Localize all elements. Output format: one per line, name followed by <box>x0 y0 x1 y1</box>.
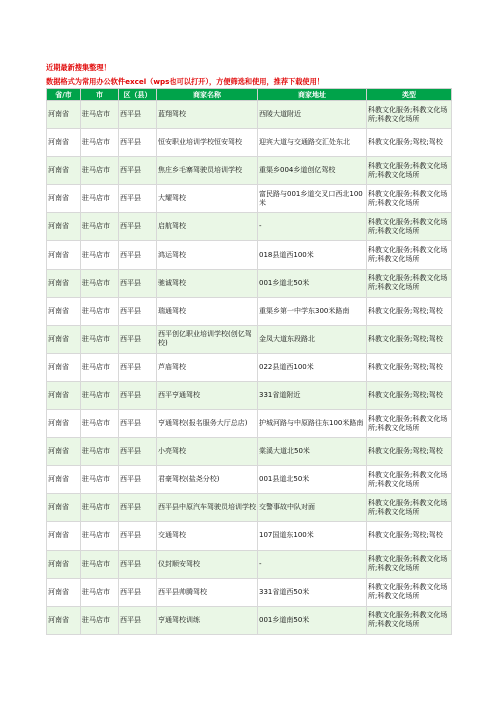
cell-district: 西平县 <box>119 550 157 578</box>
cell-merchant-name: 亨通驾校(报名服务大厅总店) <box>157 410 258 438</box>
cell-district: 西平县 <box>119 129 157 157</box>
cell-district: 西平县 <box>119 381 157 409</box>
header-city: 市 <box>81 89 119 101</box>
cell-type: 科教文化服务;科教文化场所;科教文化场所 <box>367 466 452 494</box>
cell-merchant-address: 富民路与001乡道交叉口西北100米 <box>258 185 367 213</box>
cell-district: 西平县 <box>119 325 157 353</box>
cell-province: 河南省 <box>47 522 81 550</box>
cell-type: 科教文化服务;科教文化场所;科教文化场所 <box>367 606 452 634</box>
cell-type: 科教文化服务;驾校;驾校 <box>367 129 452 157</box>
cell-district: 西平县 <box>119 466 157 494</box>
cell-merchant-address: 交警事故中队对面 <box>258 494 367 522</box>
table-header-row <box>47 89 452 101</box>
cell-city: 驻马店市 <box>81 325 119 353</box>
cell-type: 科教文化服务;科教文化场所;科教文化场所 <box>367 213 452 241</box>
cell-province: 河南省 <box>47 185 81 213</box>
cell-district: 西平县 <box>119 494 157 522</box>
table-row <box>47 241 452 269</box>
table-row <box>47 494 452 522</box>
header-merchant-address: 商家地址 <box>258 89 367 101</box>
cell-province: 河南省 <box>47 353 81 381</box>
cell-city: 驻马店市 <box>81 101 119 129</box>
cell-merchant-name: 蓝翔驾校 <box>157 101 258 129</box>
cell-merchant-name: 亨通驾校训练 <box>157 606 258 634</box>
cell-province: 河南省 <box>47 494 81 522</box>
table-row <box>47 157 452 185</box>
table-row <box>47 578 452 606</box>
table-body <box>47 101 452 635</box>
cell-city: 驻马店市 <box>81 353 119 381</box>
cell-merchant-name: 鸿运驾校 <box>157 241 258 269</box>
table-row <box>47 410 452 438</box>
cell-district: 西平县 <box>119 438 157 466</box>
cell-city: 驻马店市 <box>81 129 119 157</box>
cell-merchant-name: 恒安职业培训学校恒安驾校 <box>157 129 258 157</box>
cell-city: 驻马店市 <box>81 494 119 522</box>
cell-merchant-name: 交通驾校 <box>157 522 258 550</box>
table-row <box>47 297 452 325</box>
cell-city: 驻马店市 <box>81 213 119 241</box>
cell-merchant-address: 001县道北50米 <box>258 466 367 494</box>
header-province: 省/市 <box>47 89 81 101</box>
cell-merchant-address: 331省道附近 <box>258 381 367 409</box>
cell-type: 科教文化服务;科教文化场所;科教文化场所 <box>367 241 452 269</box>
cell-province: 河南省 <box>47 325 81 353</box>
cell-merchant-address: - <box>258 550 367 578</box>
cell-district: 西平县 <box>119 241 157 269</box>
cell-merchant-name: 西平县帅腾驾校 <box>157 578 258 606</box>
cell-province: 河南省 <box>47 466 81 494</box>
table-row <box>47 101 452 129</box>
cell-type: 科教文化服务;科教文化场所;科教文化场所 <box>367 101 452 129</box>
cell-province: 河南省 <box>47 606 81 634</box>
header-type: 类型 <box>367 89 452 101</box>
cell-city: 驻马店市 <box>81 438 119 466</box>
cell-district: 西平县 <box>119 185 157 213</box>
table-row <box>47 185 452 213</box>
cell-merchant-address: 331省道西50米 <box>258 578 367 606</box>
cell-type: 科教文化服务;科教文化场所;科教文化场所 <box>367 410 452 438</box>
cell-type: 科教文化服务;驾校;驾校 <box>367 522 452 550</box>
cell-province: 河南省 <box>47 381 81 409</box>
cell-merchant-name: 启航驾校 <box>157 213 258 241</box>
cell-type: 科教文化服务;驾校;驾校 <box>367 297 452 325</box>
cell-city: 驻马店市 <box>81 185 119 213</box>
cell-merchant-address: 棠溪大道北50米 <box>258 438 367 466</box>
table-row <box>47 438 452 466</box>
cell-merchant-name: 西平亨通驾校 <box>157 381 258 409</box>
table-row <box>47 522 452 550</box>
cell-district: 西平县 <box>119 522 157 550</box>
cell-merchant-name: 君豪驾校(盐尧分校) <box>157 466 258 494</box>
cell-type: 科教文化服务;科教文化场所;科教文化场所 <box>367 550 452 578</box>
cell-merchant-address: 护城河路与中原路往东100米路南 <box>258 410 367 438</box>
cell-province: 河南省 <box>47 438 81 466</box>
cell-province: 河南省 <box>47 550 81 578</box>
cell-type: 科教文化服务;科教文化场所;科教文化场所 <box>367 494 452 522</box>
cell-merchant-address: 022县道西100米 <box>258 353 367 381</box>
cell-city: 驻马店市 <box>81 522 119 550</box>
cell-city: 驻马店市 <box>81 550 119 578</box>
cell-city: 驻马店市 <box>81 241 119 269</box>
cell-merchant-address: 001乡道南50米 <box>258 606 367 634</box>
cell-city: 驻马店市 <box>81 381 119 409</box>
table-row <box>47 325 452 353</box>
cell-type: 科教文化服务;驾校;驾校 <box>367 353 452 381</box>
cell-city: 驻马店市 <box>81 157 119 185</box>
cell-merchant-name: 仪封顺安驾校 <box>157 550 258 578</box>
table-row <box>47 550 452 578</box>
cell-merchant-address: 迎宾大道与交通路交汇处东北 <box>258 129 367 157</box>
cell-province: 河南省 <box>47 157 81 185</box>
cell-city: 驻马店市 <box>81 410 119 438</box>
cell-merchant-name: 西平县中原汽车驾驶员培训学校 <box>157 494 258 522</box>
cell-merchant-address: 001乡道北50米 <box>258 269 367 297</box>
header-district: 区（县） <box>119 89 157 101</box>
cell-merchant-address: - <box>258 213 367 241</box>
cell-city: 驻马店市 <box>81 297 119 325</box>
cell-district: 西平县 <box>119 269 157 297</box>
cell-province: 河南省 <box>47 578 81 606</box>
table-row <box>47 213 452 241</box>
cell-merchant-address: 西陵大道附近 <box>258 101 367 129</box>
cell-merchant-name: 西平创亿职业培训学校(创亿驾校) <box>157 325 258 353</box>
cell-province: 河南省 <box>47 269 81 297</box>
cell-province: 河南省 <box>47 101 81 129</box>
cell-type: 科教文化服务;驾校;驾校 <box>367 438 452 466</box>
cell-district: 西平县 <box>119 213 157 241</box>
cell-province: 河南省 <box>47 129 81 157</box>
merchant-table <box>46 88 452 635</box>
cell-district: 西平县 <box>119 101 157 129</box>
table-row <box>47 606 452 634</box>
cell-district: 西平县 <box>119 297 157 325</box>
cell-merchant-name: 大耀驾校 <box>157 185 258 213</box>
cell-city: 驻马店市 <box>81 269 119 297</box>
cell-merchant-name: 瑞通驾校 <box>157 297 258 325</box>
cell-merchant-name: 芦庙驾校 <box>157 353 258 381</box>
table-row <box>47 381 452 409</box>
notice-line-1: 近期最新搜集整理！ <box>46 63 111 72</box>
cell-city: 驻马店市 <box>81 606 119 634</box>
cell-type: 科教文化服务;驾校;驾校 <box>367 381 452 409</box>
table-row <box>47 269 452 297</box>
cell-type: 科教文化服务;科教文化场所;科教文化场所 <box>367 269 452 297</box>
table-row <box>47 129 452 157</box>
cell-merchant-address: 018县道西100米 <box>258 241 367 269</box>
cell-merchant-address: 107国道东100米 <box>258 522 367 550</box>
cell-city: 驻马店市 <box>81 578 119 606</box>
header-merchant-name: 商家名称 <box>157 89 258 101</box>
cell-merchant-name: 小亮驾校 <box>157 438 258 466</box>
cell-province: 河南省 <box>47 213 81 241</box>
cell-merchant-name: 驰诚驾校 <box>157 269 258 297</box>
notice-line-2: 数据格式为常用办公软件excel（wps也可以打开），方便筛选和使用，推荐下载使用！ <box>46 77 324 86</box>
table-row <box>47 466 452 494</box>
cell-district: 西平县 <box>119 606 157 634</box>
cell-district: 西平县 <box>119 578 157 606</box>
cell-district: 西平县 <box>119 410 157 438</box>
cell-type: 科教文化服务;科教文化场所;科教文化场所 <box>367 578 452 606</box>
cell-merchant-address: 金凤大道东段路北 <box>258 325 367 353</box>
cell-province: 河南省 <box>47 241 81 269</box>
cell-type: 科教文化服务;科教文化场所;科教文化场所 <box>367 185 452 213</box>
table-row <box>47 353 452 381</box>
cell-type: 科教文化服务;科教文化场所;科教文化场所 <box>367 157 452 185</box>
cell-type: 科教文化服务;驾校;驾校 <box>367 325 452 353</box>
cell-district: 西平县 <box>119 157 157 185</box>
cell-province: 河南省 <box>47 297 81 325</box>
cell-city: 驻马店市 <box>81 466 119 494</box>
cell-merchant-name: 焦庄乡毛寨驾驶员培训学校 <box>157 157 258 185</box>
cell-merchant-address: 重渠乡004乡道创亿驾校 <box>258 157 367 185</box>
cell-province: 河南省 <box>47 410 81 438</box>
cell-merchant-address: 重渠乡第一中学东300米路南 <box>258 297 367 325</box>
cell-district: 西平县 <box>119 353 157 381</box>
